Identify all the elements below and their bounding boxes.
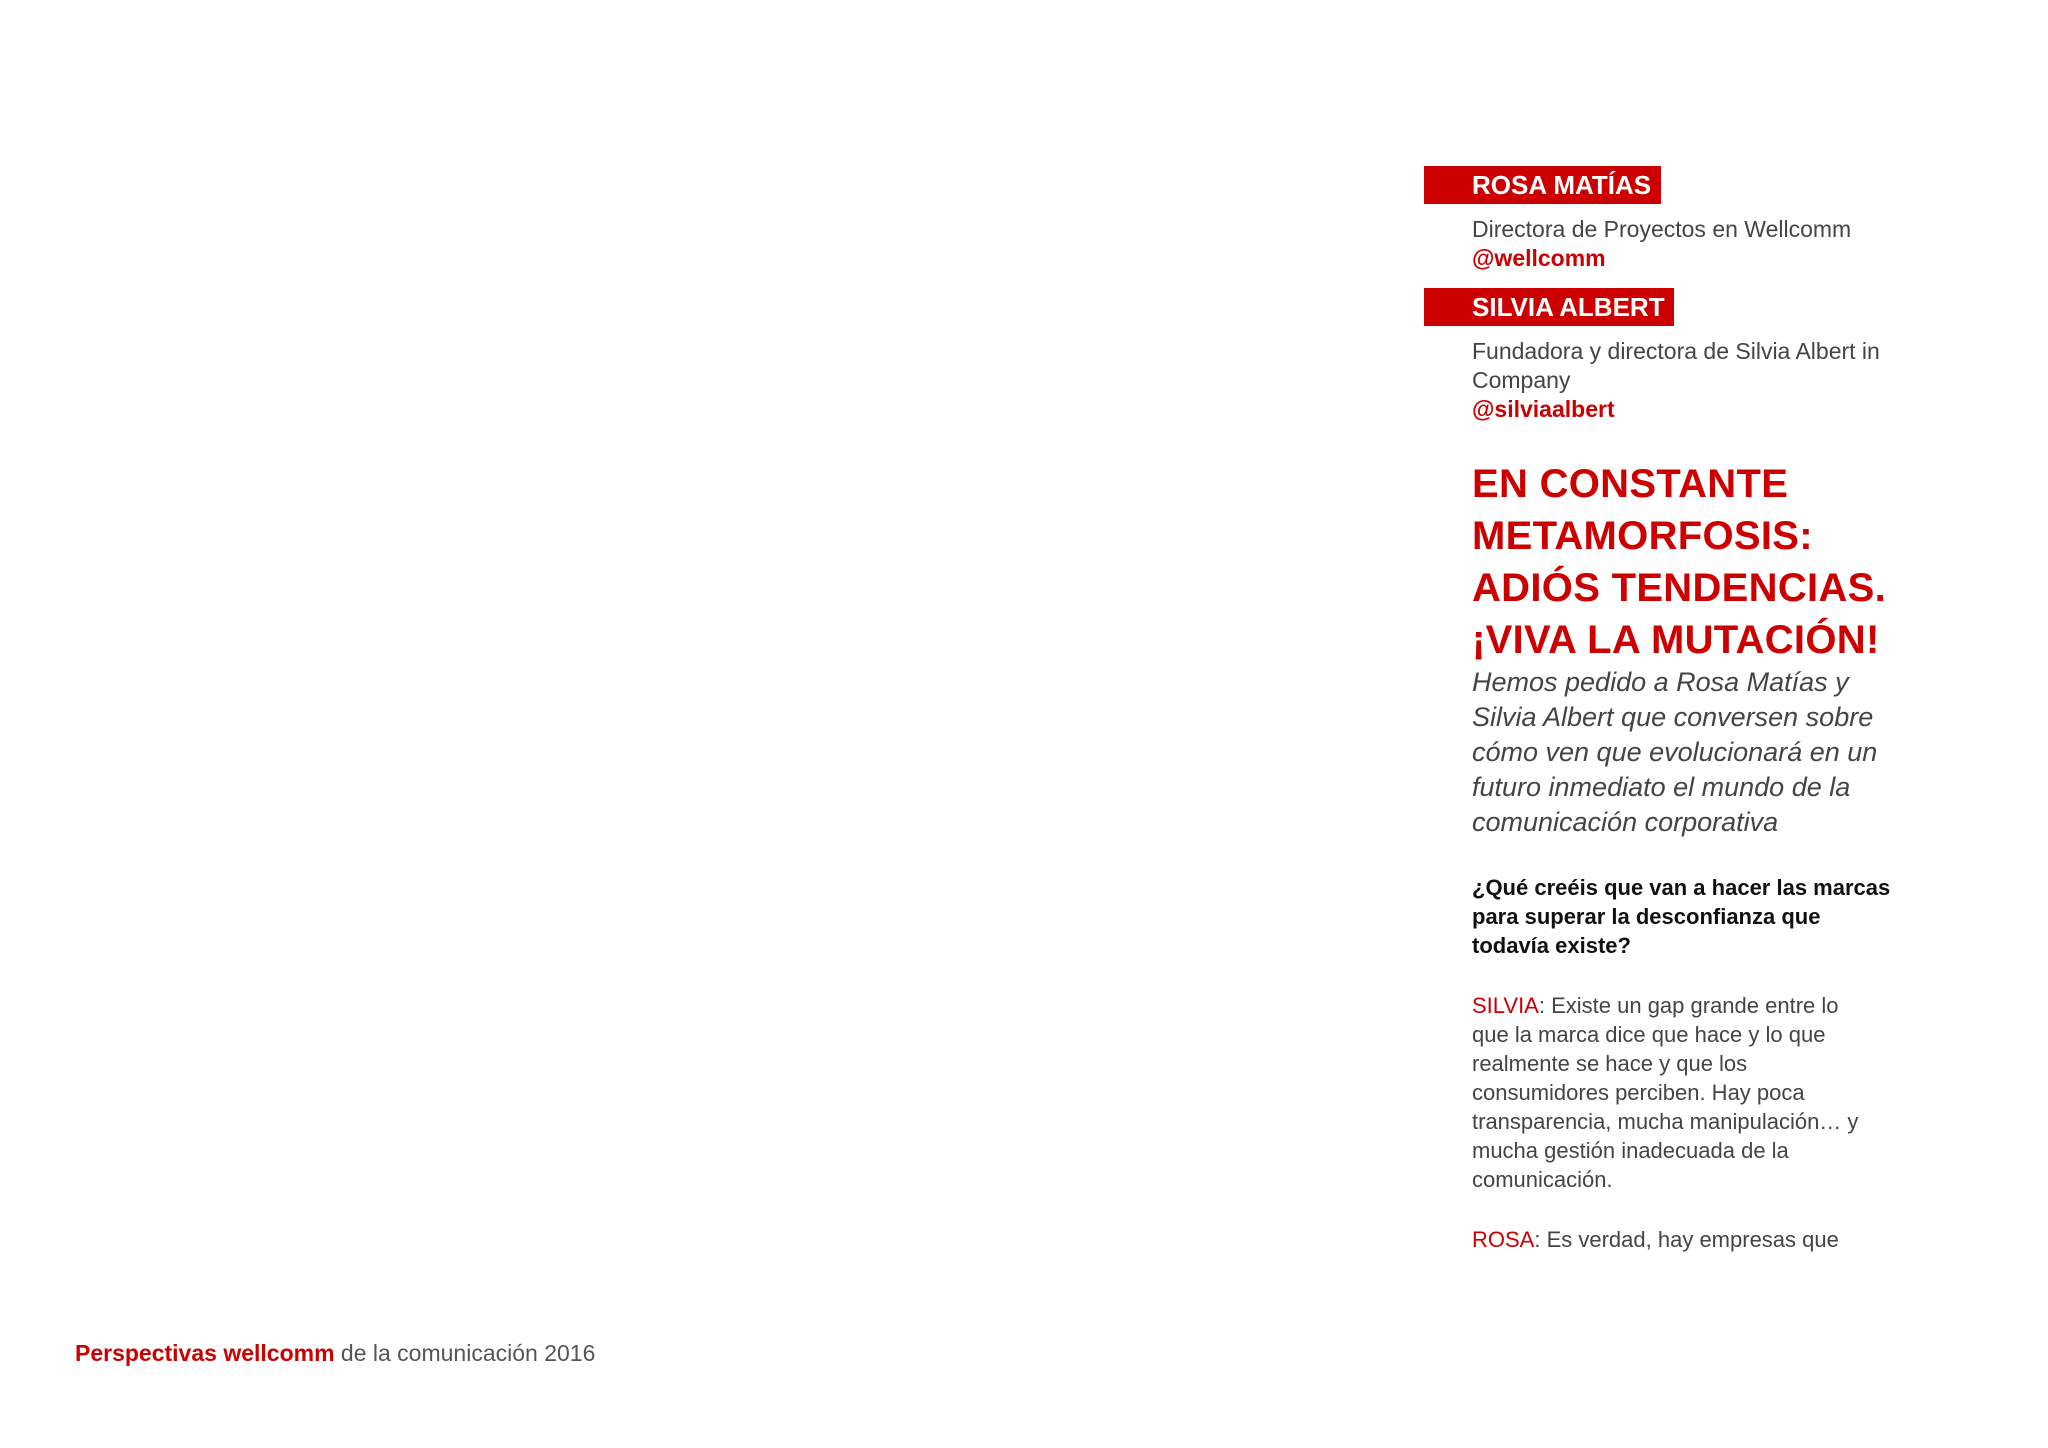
speaker-name-tag-rosa [1424,166,1661,204]
footer-subtitle: de la comunicación 2016 [334,1340,596,1366]
speaker-name: SILVIA ALBERT [1472,292,1665,322]
footer-brand: Perspectivas wellcomm [75,1340,335,1366]
page-footer [75,1338,595,1368]
speaker-handle[interactable]: @silviaalbert [1472,396,1615,422]
interview-question: ¿Qué creéis que van a hacer las marcas para superar la desconfianza que todavía existe? [1472,875,1891,958]
speaker-role: Fundadora y directora de Silvia Albert in Company [1472,338,1880,393]
answer-text: : Existe un gap grande entre lo que la marca dice que hace y lo que realmente se hace y que los consumidores perciben. Hay poca transparencia, mucha manipulación… y mucha gestión inadecuada de la comunicación. [1472,993,1859,1192]
speaker-info-silvia [1472,337,1912,424]
speaker-info-rosa [1472,215,1912,273]
answer-text: : Es verdad, hay empresas que [1534,1227,1839,1252]
speaker-name-tag-silvia [1424,288,1674,326]
answer-speaker: ROSA [1472,1227,1535,1252]
speaker-handle[interactable]: @wellcomm [1472,245,1606,271]
interview-answer-silvia [1472,991,1872,1194]
article-headline: EN CONSTANTE METAMORFOSIS: ADIÓS TENDENCIAS. ¡VIVA LA MUTACIÓN! [1472,462,1887,662]
answer-speaker: SILVIA [1472,993,1539,1018]
speaker-name: ROSA MATÍAS [1472,170,1652,200]
interview-answer-rosa [1472,1225,1872,1254]
article-intro: Hemos pedido a Rosa Matías y Silvia Albert que conversen sobre cómo ven que evolucionará en un futuro inmediato el mundo de la comunicación corporativa [1472,667,1878,837]
speaker-role: Directora de Proyectos en Wellcomm [1472,216,1852,242]
